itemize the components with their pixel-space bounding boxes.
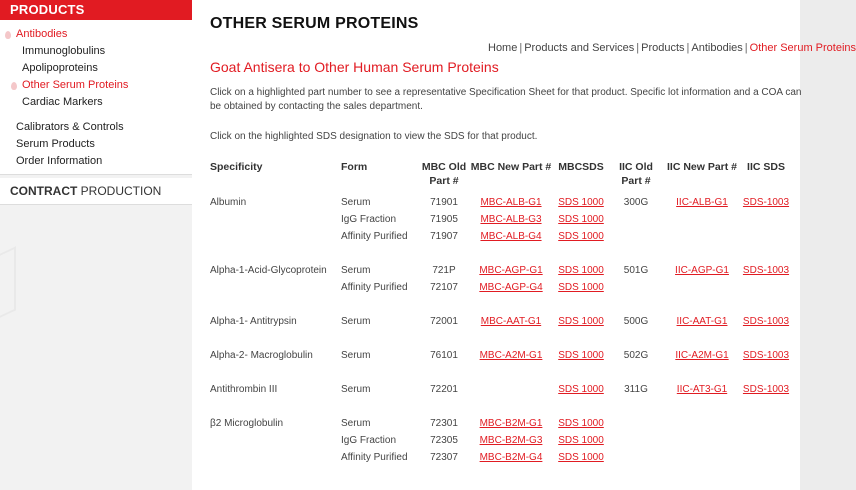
- main-content: [192, 0, 856, 490]
- table-row: [210, 279, 791, 296]
- sidebar-item-label: Apolipoproteins: [22, 62, 98, 74]
- form-cell: [341, 228, 419, 245]
- specificity-cell: [210, 194, 341, 211]
- mbc-old-part-cell: 72305: [430, 435, 458, 446]
- specificity-cell: [210, 381, 341, 398]
- form-cell: [341, 415, 419, 432]
- mbc-new-part-link[interactable]: MBC-AGP-G4: [479, 282, 543, 293]
- spacer-cell: [210, 364, 791, 381]
- mbc-new-part-link[interactable]: MBC-AGP-G1: [479, 265, 543, 276]
- contract-production-link[interactable]: [0, 178, 192, 205]
- specificity-cell: Alpha-2- Macroglobulin: [210, 350, 313, 361]
- breadcrumb-products-services[interactable]: Products and Services: [524, 42, 635, 54]
- breadcrumb-separator: |: [519, 42, 523, 54]
- sidebar: [0, 0, 192, 490]
- iic-old-part-cell: [609, 262, 663, 279]
- breadcrumb-separator: |: [636, 42, 640, 54]
- sidebar-item-other-serum-proteins[interactable]: [0, 77, 192, 94]
- iic-new-part-link[interactable]: IIC-AT3-G1: [676, 384, 728, 395]
- iic-sds-cell: [741, 347, 791, 364]
- spacer: [0, 111, 192, 119]
- breadcrumb-separator: |: [744, 42, 748, 54]
- sidebar-item-apolipoproteins[interactable]: [0, 60, 192, 77]
- table-row: [210, 194, 791, 211]
- row-spacer: [210, 245, 791, 262]
- specificity-cell: [210, 347, 341, 364]
- header-iic-sds: IIC SDS: [747, 161, 785, 173]
- mbc-new-part-cell: [469, 432, 553, 449]
- iic-old-part-cell: [609, 228, 663, 245]
- specificity-cell: [210, 262, 341, 279]
- iic-sds-cell: [741, 228, 791, 245]
- iic-old-part-cell: [609, 313, 663, 330]
- table-body: [210, 194, 791, 466]
- form-cell: [341, 432, 419, 449]
- breadcrumb-antibodies[interactable]: Antibodies: [691, 42, 743, 54]
- iic-old-part-cell: [609, 381, 663, 398]
- mbc-new-part-link[interactable]: MBC-B2M-G1: [479, 418, 543, 429]
- iic-sds-link[interactable]: SDS-1003: [742, 316, 790, 327]
- contract-rest-label: PRODUCTION: [77, 184, 162, 198]
- iic-new-part-cell: [663, 347, 741, 364]
- mbc-sds-cell: [553, 228, 609, 245]
- iic-sds-cell: [741, 432, 791, 449]
- mbc-sds-link[interactable]: SDS 1000: [558, 231, 604, 242]
- iic-old-part-cell: [609, 347, 663, 364]
- table-row: [210, 415, 791, 432]
- iic-sds-cell: [741, 449, 791, 466]
- mbc-new-part-link[interactable]: MBC-B2M-G3: [479, 435, 543, 446]
- mbc-new-part-link[interactable]: MBC-B2M-G4: [479, 452, 543, 463]
- specificity-cell: [210, 415, 341, 432]
- iic-sds-link[interactable]: SDS-1003: [742, 197, 790, 208]
- mbc-sds-link[interactable]: SDS 1000: [558, 282, 604, 293]
- mbc-sds-link[interactable]: SDS 1000: [558, 384, 604, 395]
- mbc-sds-link[interactable]: SDS 1000: [558, 350, 604, 361]
- specificity-cell: Alpha-1-Acid-Glycoprotein: [210, 265, 327, 276]
- spacer-cell: [210, 398, 791, 415]
- mbc-new-part-cell: [469, 449, 553, 466]
- iic-new-part-link[interactable]: IIC-AGP-G1: [675, 265, 729, 276]
- drop-bullet-icon: [11, 82, 17, 90]
- mbc-old-part-cell: 76101: [430, 350, 458, 361]
- mbc-old-part-cell: [419, 347, 469, 364]
- form-cell: Serum: [341, 197, 371, 208]
- mbc-new-part-cell: [469, 347, 553, 364]
- mbc-sds-cell: [553, 313, 609, 330]
- row-spacer: [210, 296, 791, 313]
- header-specificity: Specificity: [210, 161, 263, 173]
- table-row: [210, 228, 791, 245]
- iic-old-part-cell: [609, 194, 663, 211]
- iic-sds-cell: [741, 262, 791, 279]
- mbc-new-part-cell: [469, 262, 553, 279]
- specificity-cell: [210, 449, 341, 466]
- iic-new-part-cell: [663, 313, 741, 330]
- iic-new-part-cell: [663, 279, 741, 296]
- sidebar-item-label: Other Serum Proteins: [22, 79, 129, 91]
- drop-bullet-icon: [5, 31, 11, 39]
- form-cell: IgG Fraction: [341, 435, 397, 446]
- sidebar-item-label: Calibrators & Controls: [16, 121, 124, 133]
- iic-old-part-cell: [609, 279, 663, 296]
- iic-sds-cell: [741, 211, 791, 228]
- table-row: [210, 381, 791, 398]
- section-subtitle: Goat Antisera to Other Human Serum Proteins: [210, 59, 499, 75]
- mbc-sds-cell: [553, 415, 609, 432]
- sidebar-item-cardiac-markers[interactable]: [0, 94, 192, 111]
- form-cell: Affinity Purified: [341, 231, 408, 242]
- mbc-new-part-cell: [469, 194, 553, 211]
- intro-text: Click on a highlighted part number to see a representative Specification Sheet for that product. Specific lot information and a COA can be obtained by contacting the sales department.: [210, 87, 802, 112]
- table-row: [210, 449, 791, 466]
- specificity-cell: β2 Microglobulin: [210, 418, 284, 429]
- row-spacer: [210, 330, 791, 347]
- form-cell: Affinity Purified: [341, 452, 408, 463]
- iic-sds-link[interactable]: SDS-1003: [742, 384, 790, 395]
- row-spacer: [210, 398, 791, 415]
- table-row: [210, 313, 791, 330]
- iic-new-part-cell: [663, 415, 741, 432]
- form-cell: [341, 279, 419, 296]
- mbc-new-part-cell: [469, 279, 553, 296]
- breadcrumb-home[interactable]: Home: [488, 42, 518, 54]
- products-header[interactable]: PRODUCTS: [0, 0, 192, 20]
- specificity-cell: [210, 279, 341, 296]
- mbc-old-part-cell: 72307: [430, 452, 458, 463]
- form-cell: [341, 262, 419, 279]
- sidebar-menu: [0, 20, 192, 175]
- mbc-old-part-cell: 71901: [430, 197, 458, 208]
- mbc-sds-cell: [553, 449, 609, 466]
- mbc-sds-cell: [553, 211, 609, 228]
- mbc-old-part-cell: [419, 381, 469, 398]
- header-iic-new-part: IIC New Part #: [666, 161, 738, 173]
- header-form: Form: [341, 161, 368, 173]
- iic-new-part-link[interactable]: IIC-AAT-G1: [676, 316, 728, 327]
- row-spacer: [210, 364, 791, 381]
- specificity-cell: [210, 432, 341, 449]
- iic-sds-cell: [741, 381, 791, 398]
- form-cell: Affinity Purified: [341, 282, 408, 293]
- mbc-old-part-cell: 721P: [432, 265, 456, 276]
- mbc-old-part-cell: 72301: [430, 418, 458, 429]
- mbc-new-part-link[interactable]: MBC-ALB-G3: [480, 214, 542, 225]
- table-row: [210, 432, 791, 449]
- mbc-new-part-link[interactable]: MBC-ALB-G1: [480, 197, 542, 208]
- header-mbc-new-part: MBC New Part #: [470, 161, 552, 173]
- mbc-old-part-cell: [419, 279, 469, 296]
- mbc-sds-cell: [553, 262, 609, 279]
- form-cell: IgG Fraction: [341, 214, 397, 225]
- sidebar-item-label: Antibodies: [16, 28, 68, 40]
- iic-new-part-cell: [663, 381, 741, 398]
- sidebar-item-order-information[interactable]: [0, 153, 192, 170]
- mbc-old-part-cell: [419, 228, 469, 245]
- sidebar-item-label: Cardiac Markers: [22, 96, 103, 108]
- iic-sds-cell: [741, 415, 791, 432]
- table-header-row: [210, 160, 791, 194]
- iic-old-part-cell: [609, 211, 663, 228]
- form-cell: [341, 211, 419, 228]
- specificity-cell: Antithrombin III: [210, 384, 278, 395]
- mbc-sds-link[interactable]: SDS 1000: [558, 452, 604, 463]
- mbc-sds-link[interactable]: SDS 1000: [558, 435, 604, 446]
- form-cell: Serum: [341, 384, 371, 395]
- mbc-new-part-cell: [469, 415, 553, 432]
- iic-old-part-cell: 311G: [624, 384, 648, 395]
- mbc-old-part-cell: 71905: [430, 214, 458, 225]
- iic-new-part-cell: [663, 449, 741, 466]
- mbc-sds-cell: [553, 347, 609, 364]
- mbc-old-part-cell: 72001: [430, 316, 458, 327]
- mbc-sds-link[interactable]: SDS 1000: [558, 214, 604, 225]
- form-cell: [341, 381, 419, 398]
- mbc-sds-cell: [553, 194, 609, 211]
- iic-new-part-cell: [663, 211, 741, 228]
- header-iic-old-part: IIC Old Part #: [619, 161, 653, 187]
- iic-old-part-cell: [609, 415, 663, 432]
- mbc-sds-link[interactable]: SDS 1000: [558, 197, 604, 208]
- sidebar-item-antibodies[interactable]: [0, 26, 192, 43]
- form-cell: [341, 194, 419, 211]
- iic-new-part-cell: [663, 194, 741, 211]
- mbc-old-part-cell: [419, 415, 469, 432]
- form-cell: Serum: [341, 316, 371, 327]
- iic-old-part-cell: 502G: [623, 350, 649, 361]
- mbc-new-part-link[interactable]: MBC-ALB-G4: [480, 231, 542, 242]
- spacer-cell: [210, 330, 791, 347]
- breadcrumb-separator: |: [686, 42, 690, 54]
- mbc-new-part-cell: [469, 313, 553, 330]
- mbc-new-part-link[interactable]: MBC-A2M-G1: [479, 350, 543, 361]
- mbc-sds-cell: [553, 432, 609, 449]
- mbc-sds-cell: [553, 381, 609, 398]
- sidebar-item-serum-products[interactable]: [0, 136, 192, 153]
- mbc-old-part-cell: [419, 313, 469, 330]
- iic-old-part-cell: 300G: [623, 197, 649, 208]
- mbc-new-part-link[interactable]: MBC-AAT-G1: [480, 316, 542, 327]
- form-cell: Serum: [341, 418, 371, 429]
- iic-sds-link[interactable]: SDS-1003: [742, 265, 790, 276]
- specificity-cell: Alpha-1- Antitrypsin: [210, 316, 297, 327]
- mbc-new-part-cell: [469, 211, 553, 228]
- iic-old-part-cell: 500G: [623, 316, 649, 327]
- mbc-old-part-cell: [419, 262, 469, 279]
- spacer-cell: [210, 296, 791, 313]
- table-row: [210, 211, 791, 228]
- contract-bold-label: CONTRACT: [10, 184, 78, 198]
- spacer-cell: [210, 245, 791, 262]
- iic-new-part-link[interactable]: IIC-ALB-G1: [676, 197, 728, 208]
- mbc-old-part-cell: 72201: [430, 384, 458, 395]
- mbc-old-part-cell: 72107: [430, 282, 458, 293]
- iic-new-part-cell: [663, 432, 741, 449]
- form-cell: Serum: [341, 350, 371, 361]
- mbc-sds-cell: [553, 279, 609, 296]
- mbc-old-part-cell: [419, 432, 469, 449]
- sidebar-item-label: Immunoglobulins: [22, 45, 106, 57]
- mbc-sds-link[interactable]: SDS 1000: [558, 265, 604, 276]
- specificity-cell: Albumin: [210, 197, 247, 208]
- form-cell: [341, 313, 419, 330]
- iic-new-part-link[interactable]: IIC-A2M-G1: [675, 350, 729, 361]
- sds-instruction-text: Click on the highlighted SDS designation to view the SDS for that product.: [210, 131, 538, 142]
- iic-sds-link[interactable]: SDS-1003: [742, 350, 790, 361]
- header-mbc-old-part: MBC Old Part #: [421, 161, 467, 187]
- iic-old-part-cell: 501G: [623, 265, 649, 276]
- mbc-old-part-cell: [419, 449, 469, 466]
- products-table: [210, 160, 791, 466]
- table-row: [210, 262, 791, 279]
- breadcrumb-current: Other Serum Proteins: [749, 42, 856, 54]
- form-cell: [341, 347, 419, 364]
- mbc-new-part-cell: [469, 228, 553, 245]
- mbc-new-part-cell: [469, 381, 553, 398]
- iic-sds-cell: [741, 194, 791, 211]
- mbc-old-part-cell: 71907: [430, 231, 458, 242]
- breadcrumb-products[interactable]: Products: [641, 42, 685, 54]
- specificity-cell: [210, 211, 341, 228]
- mbc-sds-link[interactable]: SDS 1000: [558, 316, 604, 327]
- breadcrumb: [488, 42, 856, 54]
- header-mbcsds: MBCSDS: [558, 161, 604, 173]
- iic-new-part-cell: [663, 228, 741, 245]
- iic-old-part-cell: [609, 432, 663, 449]
- page-title: OTHER SERUM PROTEINS: [210, 15, 419, 32]
- iic-sds-cell: [741, 279, 791, 296]
- sidebar-item-immunoglobulins[interactable]: [0, 43, 192, 60]
- form-cell: [341, 449, 419, 466]
- mbc-old-part-cell: [419, 194, 469, 211]
- sidebar-item-calibrators-controls[interactable]: [0, 119, 192, 136]
- form-cell: Serum: [341, 265, 371, 276]
- mbc-sds-link[interactable]: SDS 1000: [558, 418, 604, 429]
- table-row: [210, 347, 791, 364]
- specificity-cell: [210, 228, 341, 245]
- sidebar-item-label: Serum Products: [16, 138, 95, 150]
- specificity-cell: [210, 313, 341, 330]
- iic-new-part-cell: [663, 262, 741, 279]
- sidebar-item-label: Order Information: [16, 155, 103, 167]
- iic-sds-cell: [741, 313, 791, 330]
- decorative-shape: [0, 246, 16, 317]
- iic-old-part-cell: [609, 449, 663, 466]
- mbc-old-part-cell: [419, 211, 469, 228]
